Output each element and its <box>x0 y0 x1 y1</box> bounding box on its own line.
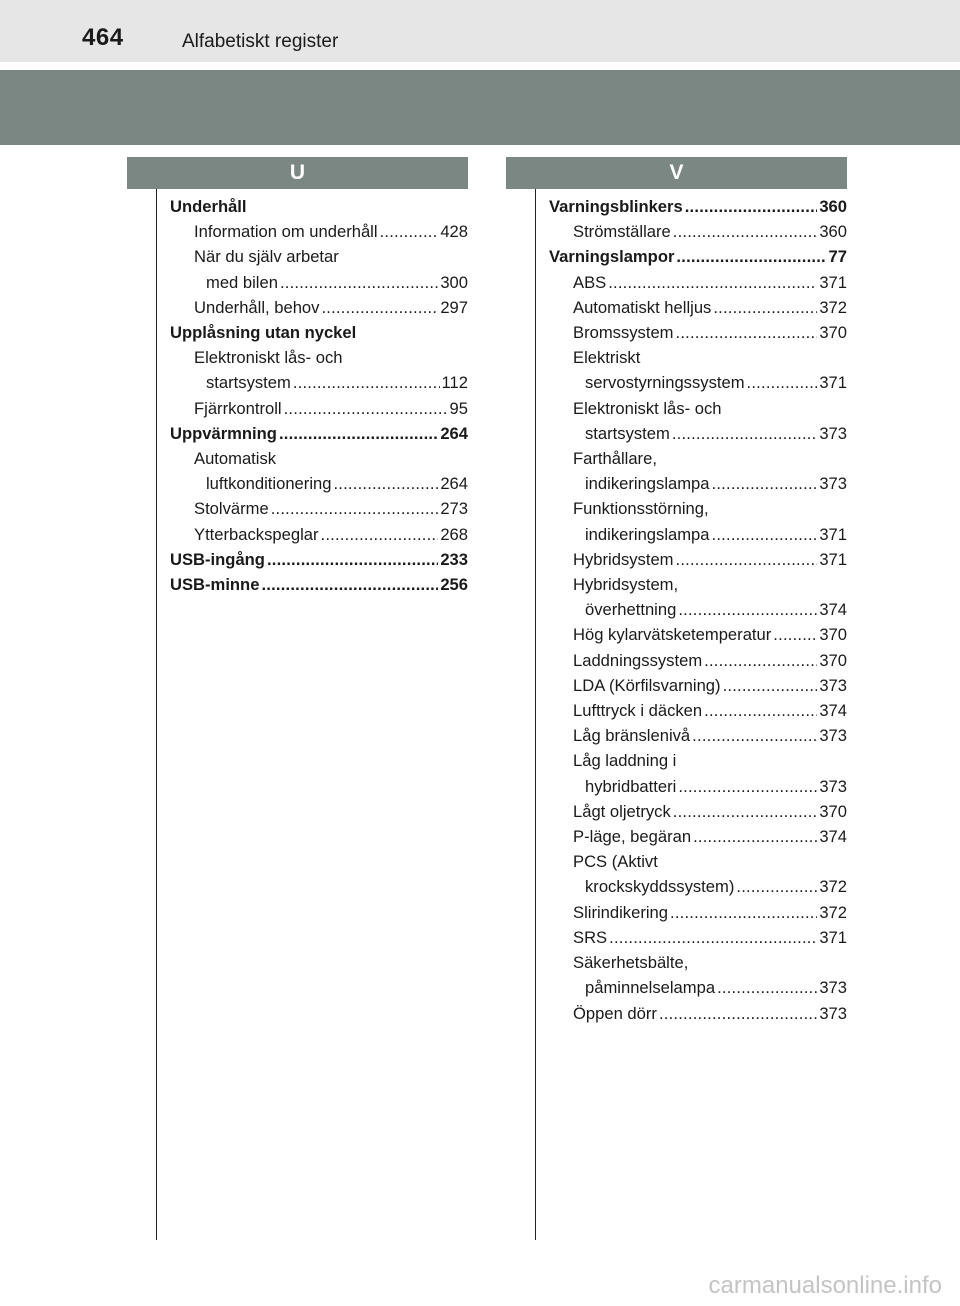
index-entry <box>549 723 847 748</box>
dot-leader <box>659 1001 817 1026</box>
entry-text: startsystem <box>585 423 670 443</box>
entry-text: Farthållare, <box>573 449 657 469</box>
letter-header-v: V <box>506 157 847 189</box>
entry-text: indikeringslampa <box>585 474 710 494</box>
dot-leader <box>736 874 817 899</box>
entry-page-number: 360 <box>819 222 847 242</box>
entry-text: ABS <box>573 272 607 292</box>
entry-text: USB-ingång <box>170 549 265 569</box>
index-entry <box>170 396 468 421</box>
index-entry <box>170 572 468 597</box>
dot-leader <box>747 370 818 395</box>
entry-text: Uppvärmning <box>170 423 277 443</box>
index-entry <box>549 345 847 370</box>
entry-page-number: 373 <box>819 675 847 695</box>
dot-leader <box>712 522 818 547</box>
entry-text: Laddningssystem <box>573 650 703 670</box>
dot-leader <box>673 219 818 244</box>
entry-page-number: 77 <box>828 247 847 267</box>
dot-leader <box>723 673 818 698</box>
entry-text: Elektroniskt lås- och <box>194 348 343 368</box>
index-entry <box>170 270 468 295</box>
entry-page-number: 370 <box>819 650 847 670</box>
entry-text: Fjärrkontroll <box>194 398 282 418</box>
index-entry <box>549 446 847 471</box>
index-entry <box>549 950 847 975</box>
entry-page-number: 373 <box>819 423 847 443</box>
dot-leader <box>333 471 438 496</box>
entry-page-number: 374 <box>819 600 847 620</box>
dot-leader <box>773 622 817 647</box>
index-entry <box>549 900 847 925</box>
dot-leader <box>321 295 438 320</box>
dot-leader <box>321 522 439 547</box>
dot-leader <box>261 572 438 597</box>
entry-text: PCS (Aktivt <box>573 852 658 872</box>
index-entry <box>170 370 468 395</box>
index-entry <box>549 648 847 673</box>
index-entry <box>170 219 468 244</box>
entry-page-number: 372 <box>819 297 847 317</box>
index-entry <box>170 244 468 269</box>
entry-page-number: 233 <box>440 549 468 569</box>
index-entry <box>549 748 847 773</box>
entry-text: hybridbatteri <box>585 776 677 796</box>
index-entry <box>549 774 847 799</box>
page-title: Alfabetiskt register <box>182 31 339 52</box>
index-entry <box>549 1001 847 1026</box>
index-entry <box>549 320 847 345</box>
entry-text: USB-minne <box>170 575 260 595</box>
entry-text: indikeringslampa <box>585 524 710 544</box>
entry-page-number: 370 <box>819 801 847 821</box>
entry-page-number: 360 <box>819 197 847 216</box>
index-entry <box>170 496 468 521</box>
entry-text: överhettning <box>585 600 677 620</box>
index-entry <box>549 522 847 547</box>
entry-text: Upplåsning utan nyckel <box>170 323 357 343</box>
entry-text: Varningslampor <box>549 247 675 267</box>
index-entry <box>549 295 847 320</box>
entry-text: med bilen <box>206 272 278 292</box>
entry-page-number: 268 <box>440 524 468 544</box>
dot-leader <box>692 723 817 748</box>
index-column-u <box>170 194 468 597</box>
index-entry <box>549 396 847 421</box>
entry-text: Elektroniskt lås- och <box>573 398 722 418</box>
index-entry <box>170 547 468 572</box>
entry-text: krockskyddssystem) <box>585 877 735 897</box>
index-entry <box>549 975 847 1000</box>
index-entry <box>549 421 847 446</box>
entry-page-number: 373 <box>819 776 847 796</box>
entry-page-number: 373 <box>819 726 847 746</box>
entry-text: Öppen dörr <box>573 1003 657 1023</box>
entry-page-number: 300 <box>440 272 468 292</box>
entry-text: SRS <box>573 927 608 947</box>
column-rule-left <box>156 189 157 1240</box>
index-entry <box>549 572 847 597</box>
entry-text: Information om underhåll <box>194 222 378 242</box>
entry-page-number: 370 <box>819 323 847 343</box>
entry-page-number: 374 <box>819 701 847 721</box>
index-entry <box>549 698 847 723</box>
entry-page-number: 374 <box>819 827 847 847</box>
entry-page-number: 371 <box>819 524 847 544</box>
entry-text: LDA (Körfilsvarning) <box>573 675 721 695</box>
watermark: carmanualsonline.info <box>708 1272 942 1299</box>
index-entry <box>549 874 847 899</box>
entry-text: Underhåll <box>170 197 247 216</box>
dot-leader <box>279 421 438 446</box>
entry-page-number: 428 <box>440 222 468 242</box>
index-entry <box>549 925 847 950</box>
entry-text: Slirindikering <box>573 902 668 922</box>
entry-text: Hybridsystem, <box>573 575 679 595</box>
index-column-v <box>549 194 847 1026</box>
dot-leader <box>267 547 438 572</box>
index-entry <box>549 370 847 395</box>
dot-leader <box>676 244 826 269</box>
entry-page-number: 371 <box>819 549 847 569</box>
dot-leader <box>712 471 818 496</box>
dot-leader <box>713 295 817 320</box>
entry-text: servostyrningssystem <box>585 373 745 393</box>
dot-leader <box>608 270 817 295</box>
dot-leader <box>284 396 448 421</box>
entry-text: Bromssystem <box>573 323 674 343</box>
column-rule-right <box>535 189 536 1240</box>
dot-leader <box>609 925 817 950</box>
dot-leader <box>670 900 817 925</box>
dot-leader <box>293 370 440 395</box>
index-entry <box>170 320 468 345</box>
entry-text: Lågt oljetryck <box>573 801 671 821</box>
entry-page-number: 372 <box>819 902 847 922</box>
entry-text: Ytterbackspeglar <box>194 524 319 544</box>
index-entry <box>170 295 468 320</box>
entry-page-number: 371 <box>819 373 847 393</box>
entry-page-number: 273 <box>440 499 468 519</box>
index-entry <box>549 799 847 824</box>
entry-page-number: 371 <box>819 272 847 292</box>
entry-page-number: 297 <box>440 297 468 317</box>
entry-text: Strömställare <box>573 222 671 242</box>
entry-text: Automatiskt helljus <box>573 297 712 317</box>
index-entry <box>170 194 468 219</box>
dot-leader <box>685 194 818 219</box>
dot-leader <box>676 547 818 572</box>
dot-leader <box>704 698 817 723</box>
entry-page-number: 95 <box>449 398 468 418</box>
entry-page-number: 256 <box>440 575 468 595</box>
entry-text: När du själv arbetar <box>194 247 339 267</box>
entry-page-number: 373 <box>819 474 847 494</box>
dot-leader <box>672 421 817 446</box>
page-header <box>0 0 960 62</box>
dot-leader <box>673 799 818 824</box>
entry-text: Låg bränslenivå <box>573 726 691 746</box>
index-entry <box>170 446 468 471</box>
index-entry <box>549 622 847 647</box>
entry-page-number: 373 <box>819 978 847 998</box>
index-entry <box>170 471 468 496</box>
entry-text: Underhåll, behov <box>194 297 320 317</box>
entry-text: P-läge, begäran <box>573 827 692 847</box>
dot-leader <box>693 824 817 849</box>
index-entry <box>549 219 847 244</box>
dot-leader <box>717 975 817 1000</box>
dot-leader <box>678 774 817 799</box>
entry-page-number: 372 <box>819 877 847 897</box>
dot-leader <box>280 270 438 295</box>
dot-leader <box>380 219 439 244</box>
index-entry <box>170 522 468 547</box>
entry-text: startsystem <box>206 373 291 393</box>
entry-page-number: 370 <box>819 625 847 645</box>
index-entry <box>549 471 847 496</box>
dot-leader <box>271 496 439 521</box>
entry-text: Elektriskt <box>573 348 641 368</box>
entry-text: Lufttryck i däcken <box>573 701 703 721</box>
entry-text: Varningsblinkers <box>549 197 683 216</box>
entry-page-number: 112 <box>441 373 468 393</box>
entry-text: Säkerhetsbälte, <box>573 953 689 973</box>
entry-text: Funktionsstörning, <box>573 499 709 519</box>
index-entry <box>549 547 847 572</box>
entry-text: luftkonditionering <box>206 474 332 494</box>
index-entry <box>549 597 847 622</box>
header-band <box>0 70 960 145</box>
entry-text: Automatisk <box>194 449 277 469</box>
index-entry <box>549 244 847 269</box>
entry-text: Låg laddning i <box>573 751 677 771</box>
entry-page-number: 373 <box>819 1003 847 1023</box>
entry-page-number: 371 <box>819 927 847 947</box>
entry-text: Hög kylarvätsketemperatur <box>573 625 772 645</box>
index-entry <box>549 270 847 295</box>
entry-text: Hybridsystem <box>573 549 674 569</box>
dot-leader <box>678 597 817 622</box>
index-entry <box>549 194 847 219</box>
entry-text: Stolvärme <box>194 499 269 519</box>
dot-leader <box>676 320 818 345</box>
letter-header-u: U <box>127 157 468 189</box>
index-entry <box>549 496 847 521</box>
index-entry <box>170 421 468 446</box>
entry-page-number: 264 <box>440 474 468 494</box>
entry-page-number: 264 <box>440 423 468 443</box>
index-entry <box>170 345 468 370</box>
index-entry <box>549 849 847 874</box>
dot-leader <box>704 648 817 673</box>
index-entry <box>549 824 847 849</box>
page-number: 464 <box>82 24 124 51</box>
index-entry <box>549 673 847 698</box>
entry-text: påminnelselampa <box>585 978 716 998</box>
